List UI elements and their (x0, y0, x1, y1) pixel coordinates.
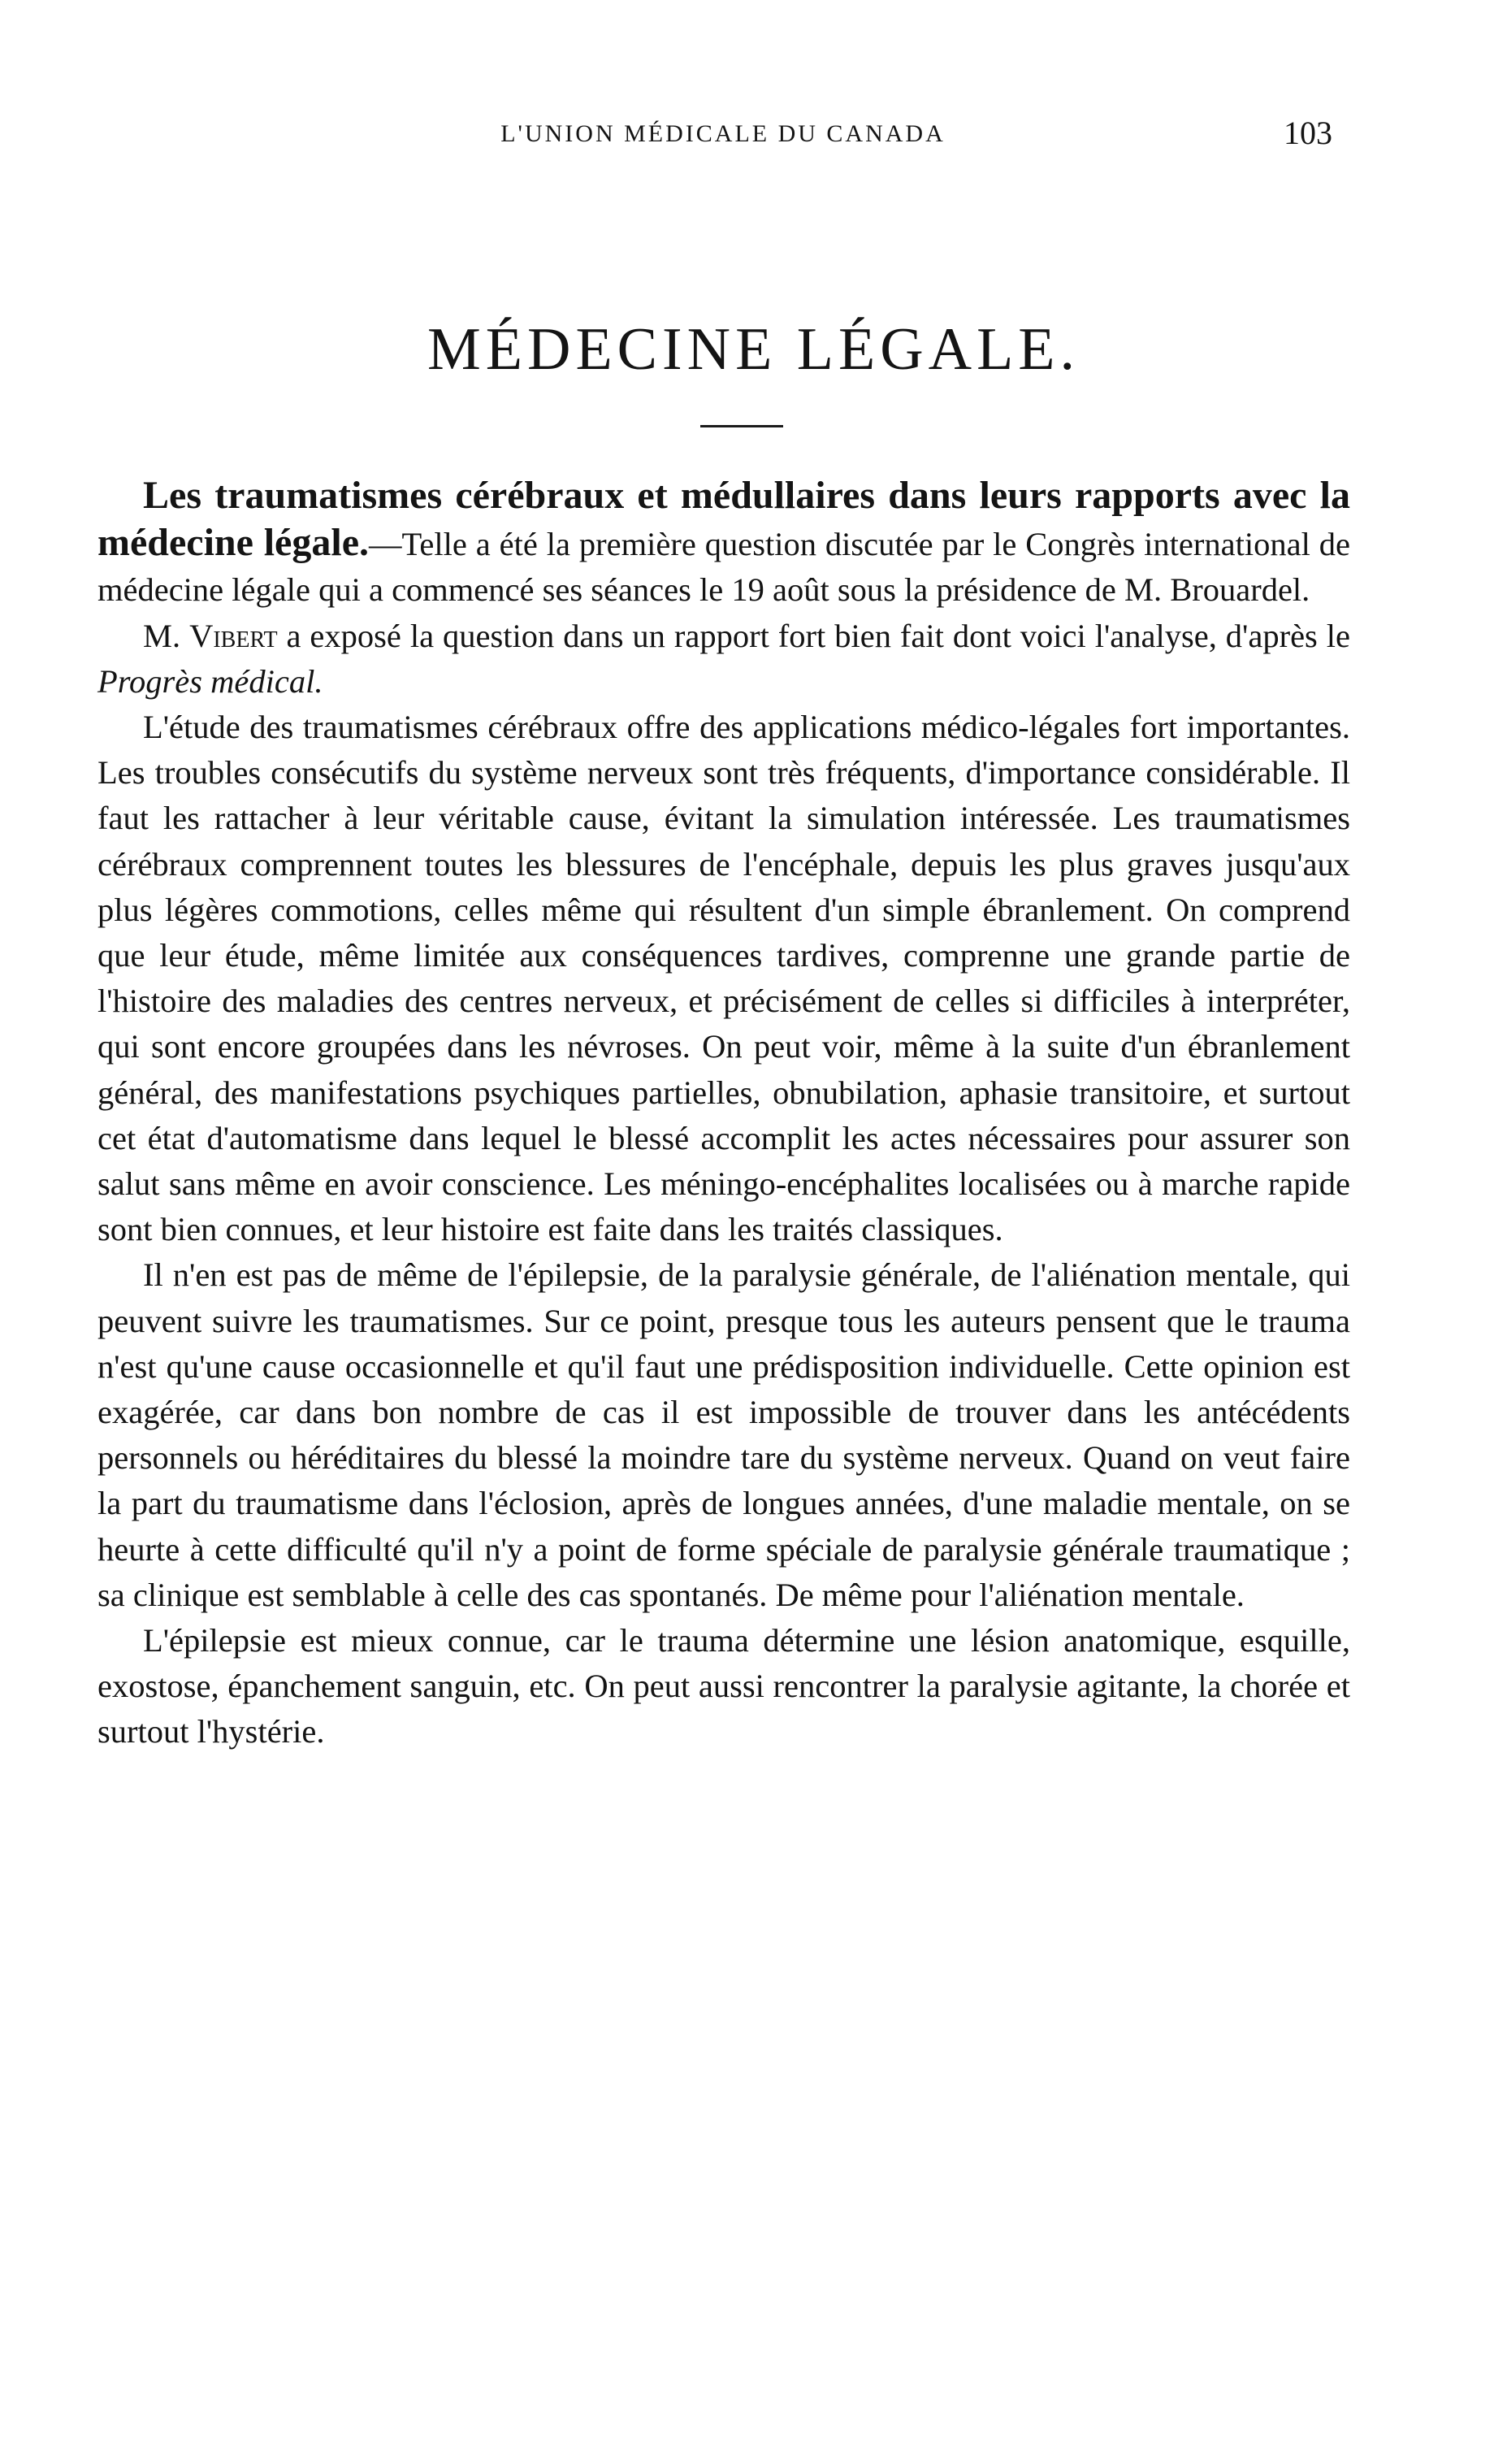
section-title: MÉDECINE LÉGALE. (427, 316, 1080, 383)
author-name: Vibert (189, 617, 278, 654)
paragraph-1 (97, 473, 1350, 614)
paragraph-3: L'étude des traumatismes cérébraux offre des applications médico-légales fort importantes. Les troubles consécutifs du système nerveux sont très fréquents, d'importance considérable. Il faut les rattacher à leur véritable cause, évitant la simulation intéressée. Les traumatismes cérébraux comprennent toutes les blessures de l'encéphale, depuis les plus graves jusqu'aux plus légères commotions, celles même qui résultent d'un simple ébranlement. On comprend que leur étude, même limitée aux conséquences tardives, comprenne une grande partie de l'histoire des maladies des centres nerveux, et précisément de celles si difficiles à interpréter, qui sont encore groupées dans les névroses. On peut voir, même à la suite d'un ébranlement général, des manifestations psychiques partielles, obnubilation, aphasie transitoire, et surtout cet état d'automatisme dans lequel le blessé accomplit les actes nécessaires pour assurer son salut sans même en avoir conscience. Les méningo-encéphalites localisées ou à marche rapide sont bien connues, et leur histoire est faite dans les traités classiques. (97, 709, 1350, 1248)
article-body (97, 473, 1350, 1755)
name-prefix: M. (143, 617, 190, 654)
paragraph-text: —Telle a été la première question discutée par le Congrès international de médecine légale qui a commencé ses séances le 19 août sous la présidence de M. Brouardel. (97, 526, 1350, 609)
page-number: 103 (1284, 115, 1332, 151)
paragraph-2 (97, 614, 1350, 705)
running-header: L'UNION MÉDICALE DU CANADA (500, 120, 946, 147)
source-title: Progrès médical. (97, 662, 323, 700)
paragraph-5: L'épilepsie est mieux connue, car le trauma détermine une lésion anatomique, esquille, exostose, épanchement sanguin, etc. On peut aussi rencontrer la paralysie agitante, la chorée et surtout l'hystérie. (97, 1622, 1350, 1750)
title-divider (700, 425, 783, 427)
article-lead: Les traumatismes cérébraux et médullaires dans leurs rapports avec la médecine légale. (97, 474, 1350, 565)
paragraph-text: a exposé la question dans un rapport fort bien fait dont voici l'analyse, d'après le (277, 617, 1350, 654)
paragraph-4: Il n'en est pas de même de l'épilepsie, de la paralysie générale, de l'aliénation mentale, qui peuvent suivre les traumatismes. Sur ce point, presque tous les auteurs pensent que le trauma n'est qu'une cause occasionnelle et qu'il faut une prédisposition individuelle. Cette opinion est exagérée, car dans bon nombre de cas il est impossible de trouver dans les antécédents personnels ou héréditaires du blessé la moindre tare du système nerveux. Quand on veut faire la part du traumatisme dans l'éclosion, après de longues années, d'une maladie mentale, on se heurte à cette difficulté qu'il n'y a point de forme spéciale de paralysie générale traumatique ; sa clinique est semblable à celle des cas spontanés. De même pour l'aliénation mentale. (97, 1256, 1350, 1613)
